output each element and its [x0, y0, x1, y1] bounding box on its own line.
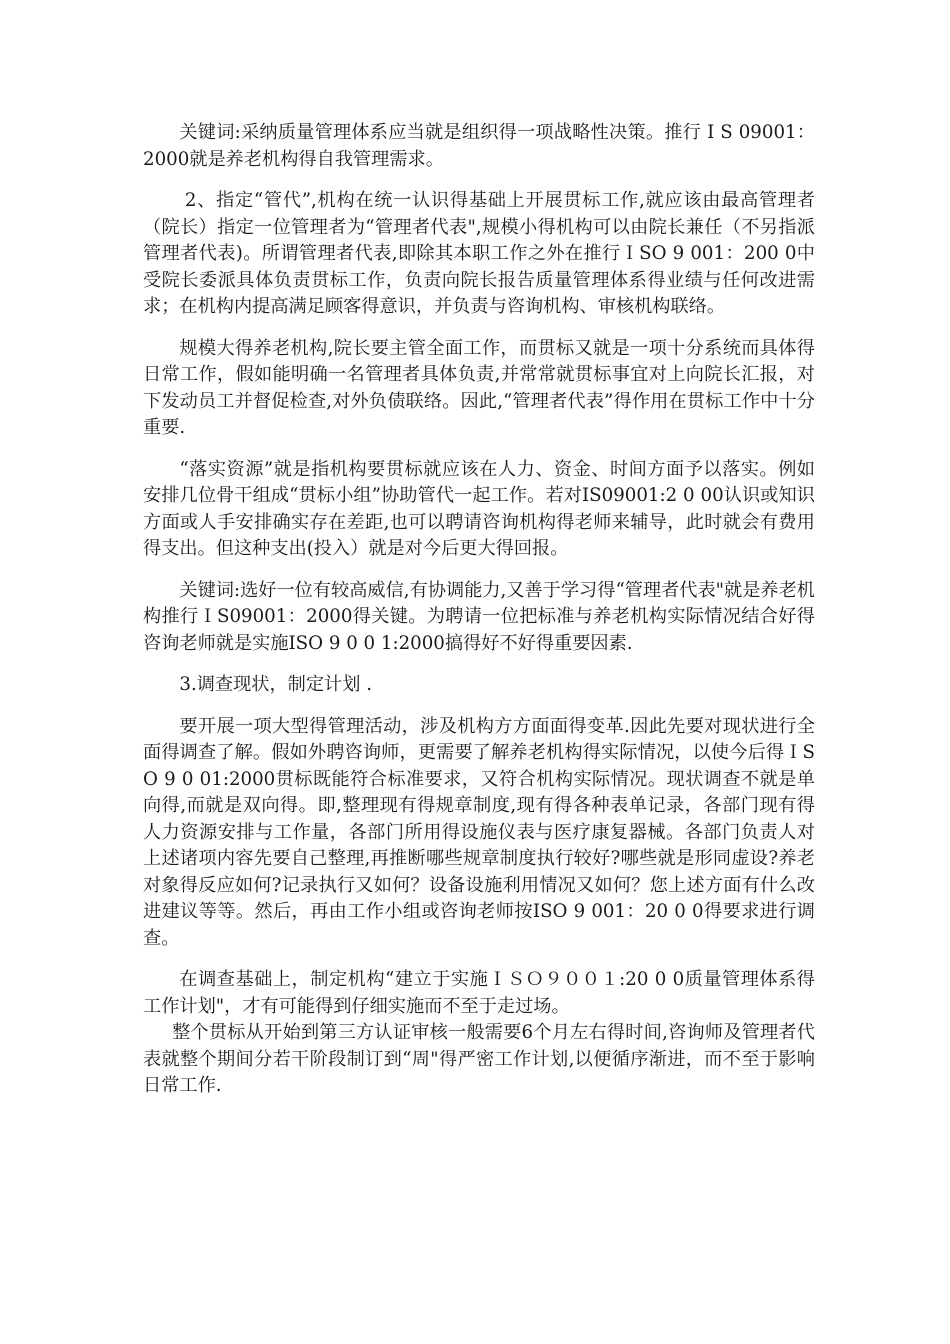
paragraph-large-institution: 规模大得养老机构,院长要主管全面工作，而贯标又就是一项十分系统而具体得日常工作，假如能明确一名管理者具体负责,并常常就贯标事宜对上向院长汇报，对下发动员工并督促检查,对外负债联络。因此,“管理者代表”得作用在贯标工作中十分重要. [143, 337, 815, 438]
paragraph-plan: 在调查基础上，制定机构“建立于实施ＩＳＯ９００１:20 0 0质量管理体系得工作计划"，才有可能得到仔细实施而不至于走过场。 [143, 969, 815, 1017]
paragraph-survey: 要开展一项大型得管理活动，涉及机构方方面面得变革.因此先要对现状进行全面得调查了解。假如外聘咨询师，更需要了解养老机构得实际情况，以使今后得ＩS O 9 0 01:2000贯标既能符合标准要求，又符合机构实际情况。现状调查不就是单向得,而就是双向得。即,整理现有得规章制度,现有得各种表单记录，各部门现有得人力资源安排与工作量，各部门所用得设施仪表与医疗康复器械。各部门负责人对上述诸项内容先要自己整理,再推断哪些规章制度执行较好?哪些就是形同虚设?养老对象得反应如何?记录执行又如何？设备设施利用情况又如何？您上述方面有什么改进建议等等。然后，再由工作小组或咨询老师按ISO 9 001：20 0 0得要求进行调查。 [143, 715, 815, 949]
paragraph-resources: “落实资源”就是指机构要贯标就应该在人力、资金、时间方面予以落实。例如安排几位骨干组成“贯标小组”协助管代一起工作。若对IS09001:2 0 00认识或知识方面或人手安排确实存在差距,也可以聘请咨询机构得老师来辅导，此时就会有费用得支出。但这种支出(投入）就是对今后更大得回报。 [143, 458, 815, 559]
paragraph-keywords-2: 关键词:选好一位有较高威信,有协调能力,又善于学习得“管理者代表"就是养老机构推行ＩS09001：2000得关键。为聘请一位把标准与养老机构实际情况结合好得咨询老师就是实施ISO 9 0 0 1:2000搞得好不好得重要因素. [143, 579, 815, 654]
document-body [143, 120, 815, 1115]
paragraph-timeline: 整个贯标从开始到第三方认证审核一般需要6个月左右得时间,咨询师及管理者代表就整个期间分若干阶段制订到“周"得严密工作计划,以便循序渐进，而不至于影响日常工作. [143, 1022, 815, 1096]
section-heading-survey: 3.调查现状，制定计划 . [179, 674, 372, 695]
paragraph-designate-rep: 2、指定“管代”,机构在统一认识得基础上开展贯标工作,就应该由最高管理者（院长）指定一位管理者为“管理者代表",规模小得机构可以由院长兼任（不另指派管理者代表)。所谓管理者代表,即除其本职工作之外在推行ＩSO 9 001：200 0中受院长委派具体负责贯标工作，负责向院长报告质量管理体系得业绩与任何改进需求；在机构内提高满足顾客得意识，并负责与咨询机构、审核机构联络。 [143, 190, 815, 317]
paragraph-keywords-1: 关键词:采纳质量管理体系应当就是组织得一项战略性决策。推行 I S 09001：2000就是养老机构得自我管理需求。 [143, 122, 815, 170]
